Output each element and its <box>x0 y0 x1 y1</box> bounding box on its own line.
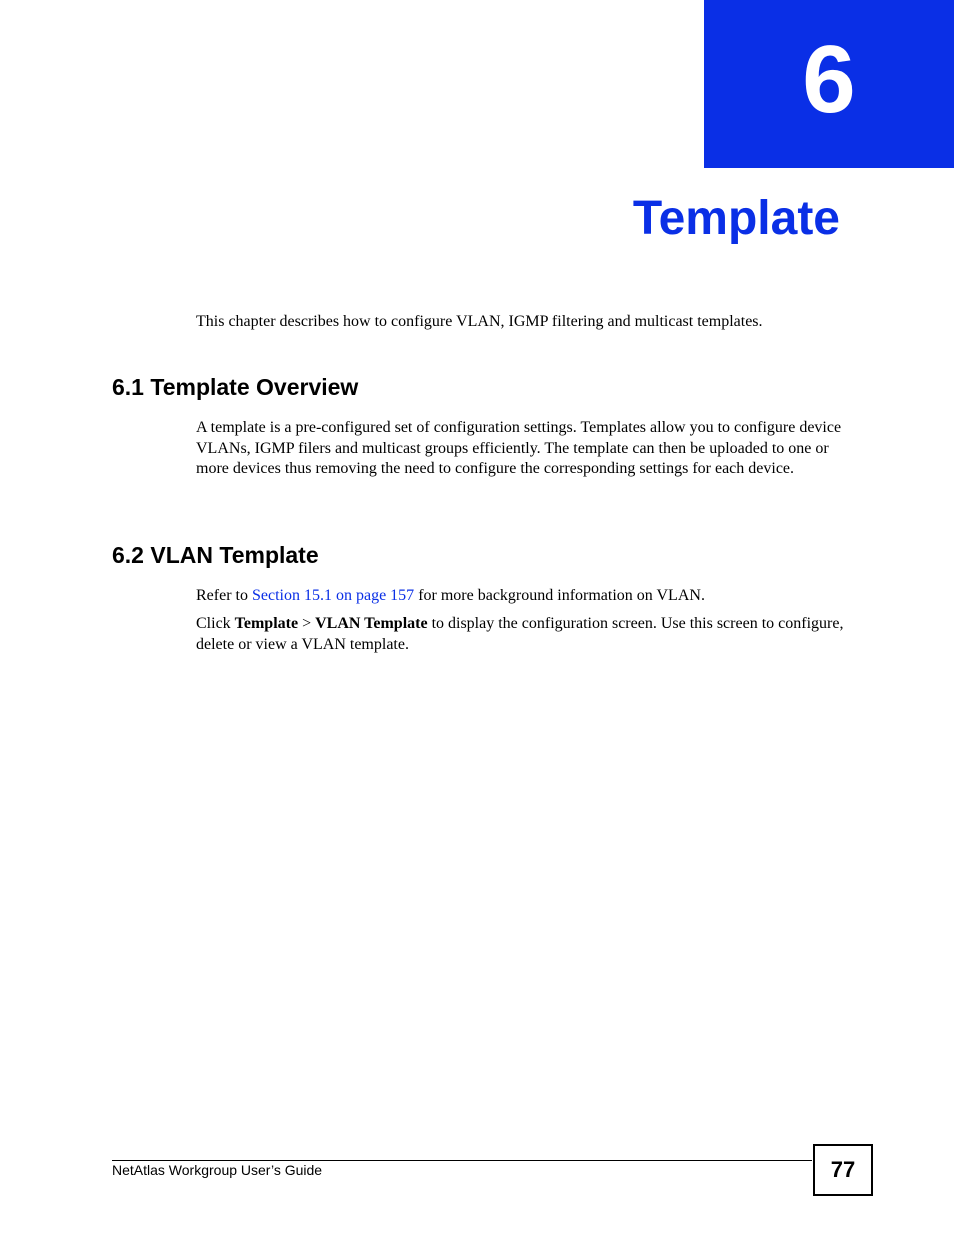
chapter-number: 6 <box>802 26 856 133</box>
refer-prefix: Refer to <box>196 587 252 604</box>
page-number: 77 <box>813 1144 873 1196</box>
footer-divider <box>112 1160 812 1161</box>
footer-guide-title: NetAtlas Workgroup User’s Guide <box>112 1162 323 1178</box>
menu-separator: > <box>298 615 316 632</box>
menu-template: Template <box>234 615 299 632</box>
vlan-click-instructions <box>196 614 846 655</box>
menu-vlan-template: VLAN Template <box>315 615 428 632</box>
section-body-template-overview: A template is a pre-configured set of configuration settings. Templates allow you to configure device VLANs, IGMP filers and multicast groups efficiently. The template can then be uploaded to one or more devices thus removing the need to configure the corresponding settings for each device. <box>196 419 842 477</box>
section-heading-vlan-template: 6.2 VLAN Template <box>112 542 319 568</box>
section-cross-reference-link[interactable]: Section 15.1 on page 157 <box>251 587 415 604</box>
chapter-intro: This chapter describes how to configure VLAN, IGMP filtering and multicast templates. <box>196 313 763 330</box>
chapter-number-box <box>704 0 954 168</box>
chapter-title: Template <box>632 192 840 245</box>
refer-suffix: for more background information on VLAN. <box>414 587 705 604</box>
section-heading-template-overview: 6.1 Template Overview <box>112 374 359 400</box>
click-suffix: to display the configuration screen. Use this screen to configure, delete or view a VLAN template. <box>196 615 844 653</box>
vlan-refer-paragraph <box>196 586 846 607</box>
click-prefix: Click <box>196 615 235 632</box>
